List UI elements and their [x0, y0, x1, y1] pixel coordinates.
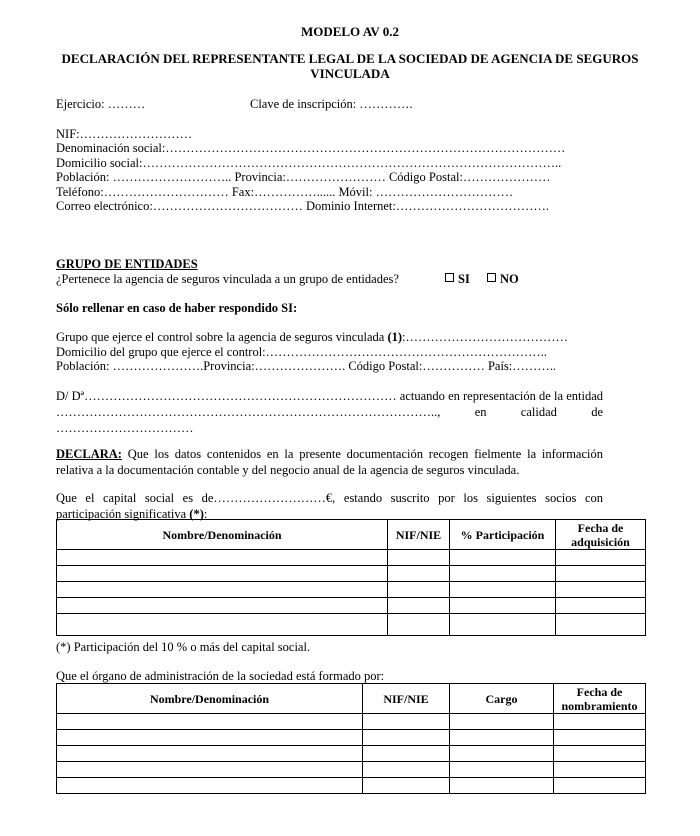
- document-title: DECLARACIÓN DEL REPRESENTANTE LEGAL DE LA SOCIEDAD DE AGENCIA DE SEGUROS VINCULADA: [61, 51, 639, 81]
- footnote: (*) Participación del 10 % o más del capital social.: [56, 640, 311, 654]
- grupo-control-field[interactable]: [56, 330, 568, 345]
- table-cell[interactable]: [57, 614, 388, 636]
- poblacion-grupo-field[interactable]: Población: ………………….Provincia:…………………. Código Postal:…………… País:………..: [56, 359, 556, 373]
- table-cell[interactable]: [556, 582, 646, 598]
- socios-table: [56, 519, 646, 636]
- column-header: Nombre/Denominación: [57, 684, 363, 714]
- table-row[interactable]: [57, 714, 646, 730]
- table-cell[interactable]: [57, 598, 388, 614]
- socios-table-header: [57, 520, 646, 550]
- table-cell[interactable]: [388, 566, 450, 582]
- table-cell[interactable]: [57, 714, 363, 730]
- nif-field[interactable]: NIF:………………………: [56, 127, 193, 141]
- correo-field[interactable]: Correo electrónico:……………………………… Dominio Internet:……………………………….: [56, 199, 549, 213]
- table-cell[interactable]: [57, 778, 363, 794]
- footnote-ref-1: (1): [387, 330, 403, 344]
- table-row[interactable]: [57, 778, 646, 794]
- table-cell[interactable]: [450, 566, 556, 582]
- table-cell[interactable]: [450, 550, 556, 566]
- poblacion-field[interactable]: Población: ……………………….. Provincia:…………………… Código Postal:…………………: [56, 170, 551, 184]
- table-cell[interactable]: [450, 730, 554, 746]
- denominacion-social-field[interactable]: Denominación social:……………………………………………………………………………………: [56, 141, 566, 155]
- table-cell[interactable]: [363, 778, 450, 794]
- table-cell[interactable]: [57, 746, 363, 762]
- no-checkbox-box[interactable]: [487, 273, 496, 282]
- admin-table: [56, 683, 646, 794]
- ejercicio-field[interactable]: Ejercicio: ………: [56, 97, 146, 111]
- table-cell[interactable]: [57, 762, 363, 778]
- table-row[interactable]: [57, 746, 646, 762]
- capital-paragraph[interactable]: [56, 490, 603, 522]
- declara-text: Que los datos contenidos en la presente documentación recogen fielmente la información relativa a la documentación contable y del negocio anual de la agencia de seguros vinculada.: [56, 447, 603, 477]
- table-cell[interactable]: [450, 762, 554, 778]
- table-cell[interactable]: [554, 778, 646, 794]
- table-cell[interactable]: [388, 598, 450, 614]
- table-cell[interactable]: [556, 598, 646, 614]
- column-header: NIF/NIE: [363, 684, 450, 714]
- domicilio-grupo-field[interactable]: Domicilio del grupo que ejerce el control:…………………………………………………………..: [56, 345, 547, 359]
- only-if-si-note: Sólo rellenar en caso de haber respondido SI:: [56, 301, 298, 315]
- table-cell[interactable]: [554, 762, 646, 778]
- table-cell[interactable]: [363, 762, 450, 778]
- capital-text: Que el capital social es de………………………€, estando suscrito por los siguientes socios con participación significativa: [56, 491, 603, 521]
- table-cell[interactable]: [388, 614, 450, 636]
- grupo-heading: GRUPO DE ENTIDADES: [56, 257, 198, 271]
- grupo-question: ¿Pertenece la agencia de seguros vinculada a un grupo de entidades?: [56, 272, 399, 286]
- table-cell[interactable]: [556, 614, 646, 636]
- table-cell[interactable]: [363, 714, 450, 730]
- si-label: SI: [458, 272, 470, 286]
- si-checkbox-box[interactable]: [445, 273, 454, 282]
- model-code: MODELO AV 0.2: [300, 24, 400, 39]
- table-cell[interactable]: [450, 714, 554, 730]
- capital-colon: :: [203, 507, 208, 521]
- table-row[interactable]: [57, 762, 646, 778]
- table-cell[interactable]: [450, 598, 556, 614]
- table-cell[interactable]: [57, 566, 388, 582]
- table-cell[interactable]: [363, 730, 450, 746]
- no-label: NO: [500, 272, 519, 286]
- grupo-control-label: Grupo que ejerce el control sobre la agencia de seguros vinculada: [56, 330, 388, 344]
- clave-inscripcion-field[interactable]: Clave de inscripción: ………….: [250, 97, 413, 111]
- table-cell[interactable]: [556, 550, 646, 566]
- table-cell[interactable]: [450, 778, 554, 794]
- table-row[interactable]: [57, 614, 646, 636]
- table-cell[interactable]: [556, 566, 646, 582]
- table-cell[interactable]: [57, 550, 388, 566]
- table-cell[interactable]: [388, 550, 450, 566]
- admin-table-header: [57, 684, 646, 714]
- column-header: Fecha de nombramiento: [554, 684, 646, 714]
- no-checkbox[interactable]: [487, 272, 519, 287]
- column-header: % Participación: [450, 520, 556, 550]
- column-header: Fecha de adquisición: [556, 520, 646, 550]
- table-cell[interactable]: [554, 730, 646, 746]
- table-cell[interactable]: [554, 746, 646, 762]
- grupo-control-dots: :…………………………………: [402, 330, 569, 344]
- table-row[interactable]: [57, 598, 646, 614]
- table-cell[interactable]: [554, 714, 646, 730]
- domicilio-social-field[interactable]: Domicilio social:………………………………………………………………………………………..: [56, 156, 562, 170]
- table-cell[interactable]: [450, 746, 554, 762]
- table-row[interactable]: [57, 566, 646, 582]
- table-row[interactable]: [57, 550, 646, 566]
- table-cell[interactable]: [363, 746, 450, 762]
- table-cell[interactable]: [57, 730, 363, 746]
- table-cell[interactable]: [388, 582, 450, 598]
- declara-label: DECLARA:: [56, 447, 122, 461]
- column-header: NIF/NIE: [388, 520, 450, 550]
- si-checkbox[interactable]: [445, 272, 470, 287]
- declara-paragraph: [56, 446, 603, 478]
- table-cell[interactable]: [450, 582, 556, 598]
- footnote-ref-star: (*): [189, 507, 204, 521]
- column-header: Cargo: [450, 684, 554, 714]
- organo-text: Que el órgano de administración de la sociedad está formado por:: [56, 669, 385, 683]
- telefono-field[interactable]: Teléfono:………………………… Fax:……………...... Móvil: ……………………………: [56, 185, 514, 199]
- table-row[interactable]: [57, 582, 646, 598]
- table-cell[interactable]: [57, 582, 388, 598]
- column-header: Nombre/Denominación: [57, 520, 388, 550]
- table-row[interactable]: [57, 730, 646, 746]
- representante-paragraph[interactable]: D/ Dª………………………………………………………………… actuando en representación de la entidad ……………………………………………………………………………….., en calidad de ……………………………: [56, 389, 603, 435]
- table-cell[interactable]: [450, 614, 556, 636]
